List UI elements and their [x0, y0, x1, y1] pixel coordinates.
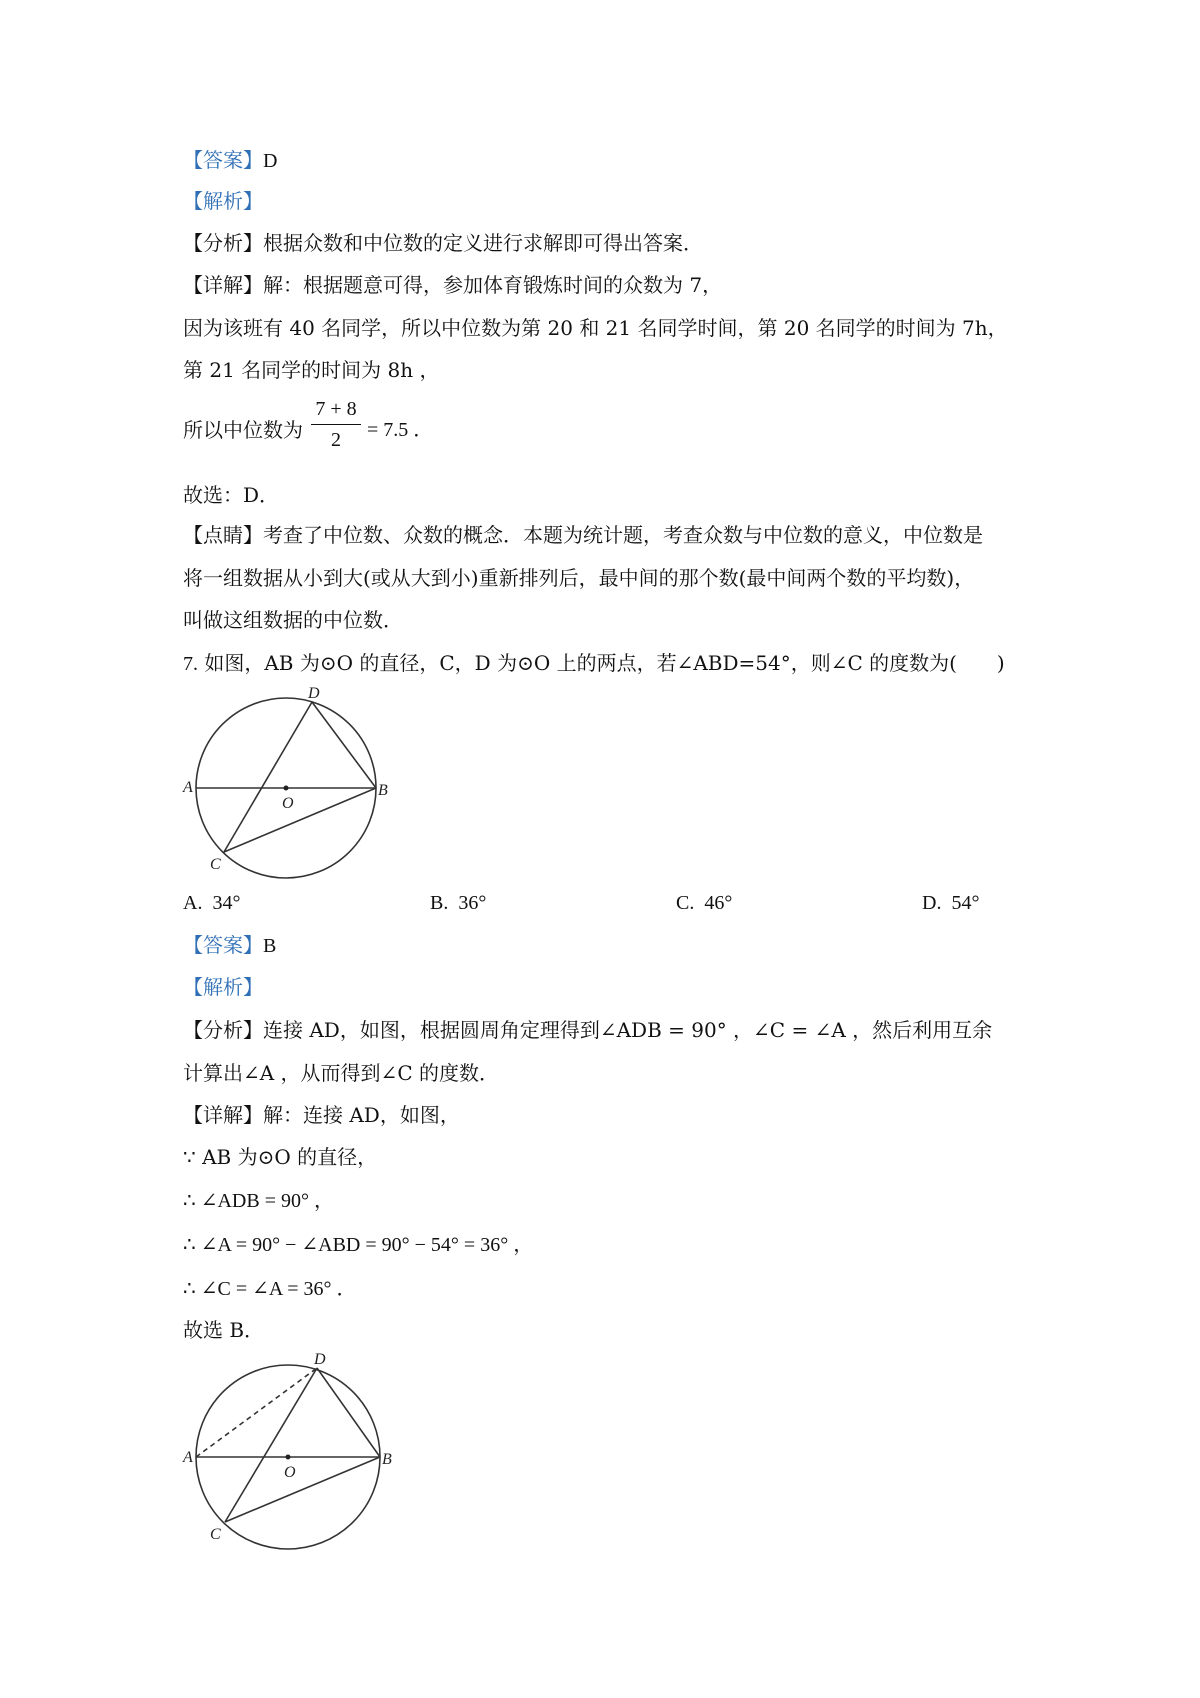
- segment-dc: [225, 1368, 317, 1522]
- label-c: C: [210, 1526, 221, 1543]
- fenxi-line2-q7: 计算出∠A ，从而得到∠C 的度数．: [183, 1061, 499, 1085]
- fenxi-tag: 【分析】: [183, 1018, 263, 1042]
- xiangjie-line2-q7: ∵ AB 为⊙O 的直径，: [183, 1145, 378, 1169]
- center-point: [286, 1455, 291, 1460]
- option-d: D. 54°: [922, 892, 980, 914]
- xiangjie-line3-q6: 第 21 名同学的时间为 8h ，: [183, 358, 440, 382]
- segment-ad-dashed: [196, 1368, 317, 1457]
- dianjing-tag: 【点睛】: [183, 523, 263, 547]
- xiangjie-line1-q6: 【详解】解：根据题意可得，参加体育锻炼时间的众数为 7，: [183, 273, 723, 297]
- fraction-denominator: 2: [331, 429, 341, 451]
- xiangjie-line4-q7: ∴ ∠A = 90° − ∠ABD = 90° − 54° = 36° ，: [183, 1234, 534, 1256]
- xiangjie-tag: 【详解】: [183, 273, 263, 297]
- segment-bd: [312, 702, 376, 788]
- dianjing-line1-q6: 【点睛】考查了中位数、众数的概念．本题为统计题，考查众数与中位数的意义，中位数是: [183, 523, 983, 547]
- fenxi-line1-q7: 【分析】连接 AD，如图，根据圆周角定理得到∠ADB = 90° ，∠C = ∠A ，然后利用互余: [183, 1018, 993, 1042]
- label-b: B: [382, 1451, 392, 1468]
- fraction-bar: [311, 424, 361, 425]
- label-d: D: [314, 1351, 326, 1368]
- circle-figure-solution: [180, 1350, 405, 1555]
- label-a: A: [183, 1449, 193, 1466]
- xiangjie-line5-q7: ∴ ∠C = ∠A = 36° ．: [183, 1278, 357, 1300]
- fraction-numerator: 7 + 8: [315, 398, 357, 420]
- label-a: A: [183, 779, 193, 796]
- label-o: O: [282, 795, 294, 812]
- xiangjie-line3-q7: ∴ ∠ADB = 90° ，: [183, 1190, 334, 1212]
- answer-tag: 【答案】: [183, 933, 263, 957]
- segment-cb: [224, 788, 376, 852]
- segment-bd: [317, 1368, 380, 1457]
- xiangjie-line2-q6: 因为该班有 40 名同学，所以中位数为第 20 和 21 名同学时间，第 20 名同学的时间为 7h，: [183, 316, 1008, 340]
- label-c: C: [210, 856, 221, 873]
- label-b: B: [378, 782, 388, 799]
- answer-line-q7: [183, 930, 276, 961]
- question-number: 7.: [183, 653, 198, 675]
- choose-line-q6: 故选：D．: [183, 483, 280, 507]
- xiangjie-tag: 【详解】: [183, 1103, 263, 1127]
- xiangjie-line1-q7: 【详解】解：连接 AD，如图，: [183, 1103, 460, 1127]
- answer-tag: 【答案】: [183, 148, 263, 172]
- fenxi-line-q6: [183, 228, 703, 258]
- option-a: A. 34°: [183, 892, 241, 914]
- circle-figure-question: [180, 686, 395, 886]
- choose-line-q7: 故选 B．: [183, 1318, 265, 1342]
- dianjing-line2-q6: 将一组数据从小到大(或从大到小)重新排列后，最中间的那个数(最中间两个数的平均数)，: [183, 566, 975, 590]
- center-point: [284, 786, 289, 791]
- xiangjie-line4-prefix-q6: 所以中位数为: [183, 418, 303, 442]
- label-o: O: [284, 1464, 296, 1481]
- segment-dc: [224, 702, 312, 852]
- analysis-tag-q7: 【解析】: [183, 975, 263, 999]
- question-7: [183, 648, 1005, 679]
- fraction: [311, 396, 361, 453]
- answer-line-q6: [183, 145, 277, 176]
- xiangjie-line4-suffix-q6: = 7.5 ．: [367, 419, 434, 441]
- option-b: B. 36°: [430, 892, 487, 914]
- question-text: 如图，AB 为⊙O 的直径，C，D 为⊙O 上的两点，若∠ABD=54°，则∠C 的度数为( ): [204, 651, 1005, 675]
- fenxi-tag: 【分析】: [183, 231, 263, 255]
- dianjing-line3-q6: 叫做这组数据的中位数．: [183, 608, 403, 632]
- option-c: C. 46°: [676, 892, 733, 914]
- answer-value: D: [263, 150, 278, 172]
- analysis-tag-q6: 【解析】: [183, 189, 263, 213]
- label-d: D: [308, 686, 320, 702]
- segment-cb: [225, 1457, 380, 1522]
- fenxi-text: 根据众数和中位数的定义进行求解即可得出答案．: [263, 231, 703, 255]
- answer-value: B: [263, 935, 277, 957]
